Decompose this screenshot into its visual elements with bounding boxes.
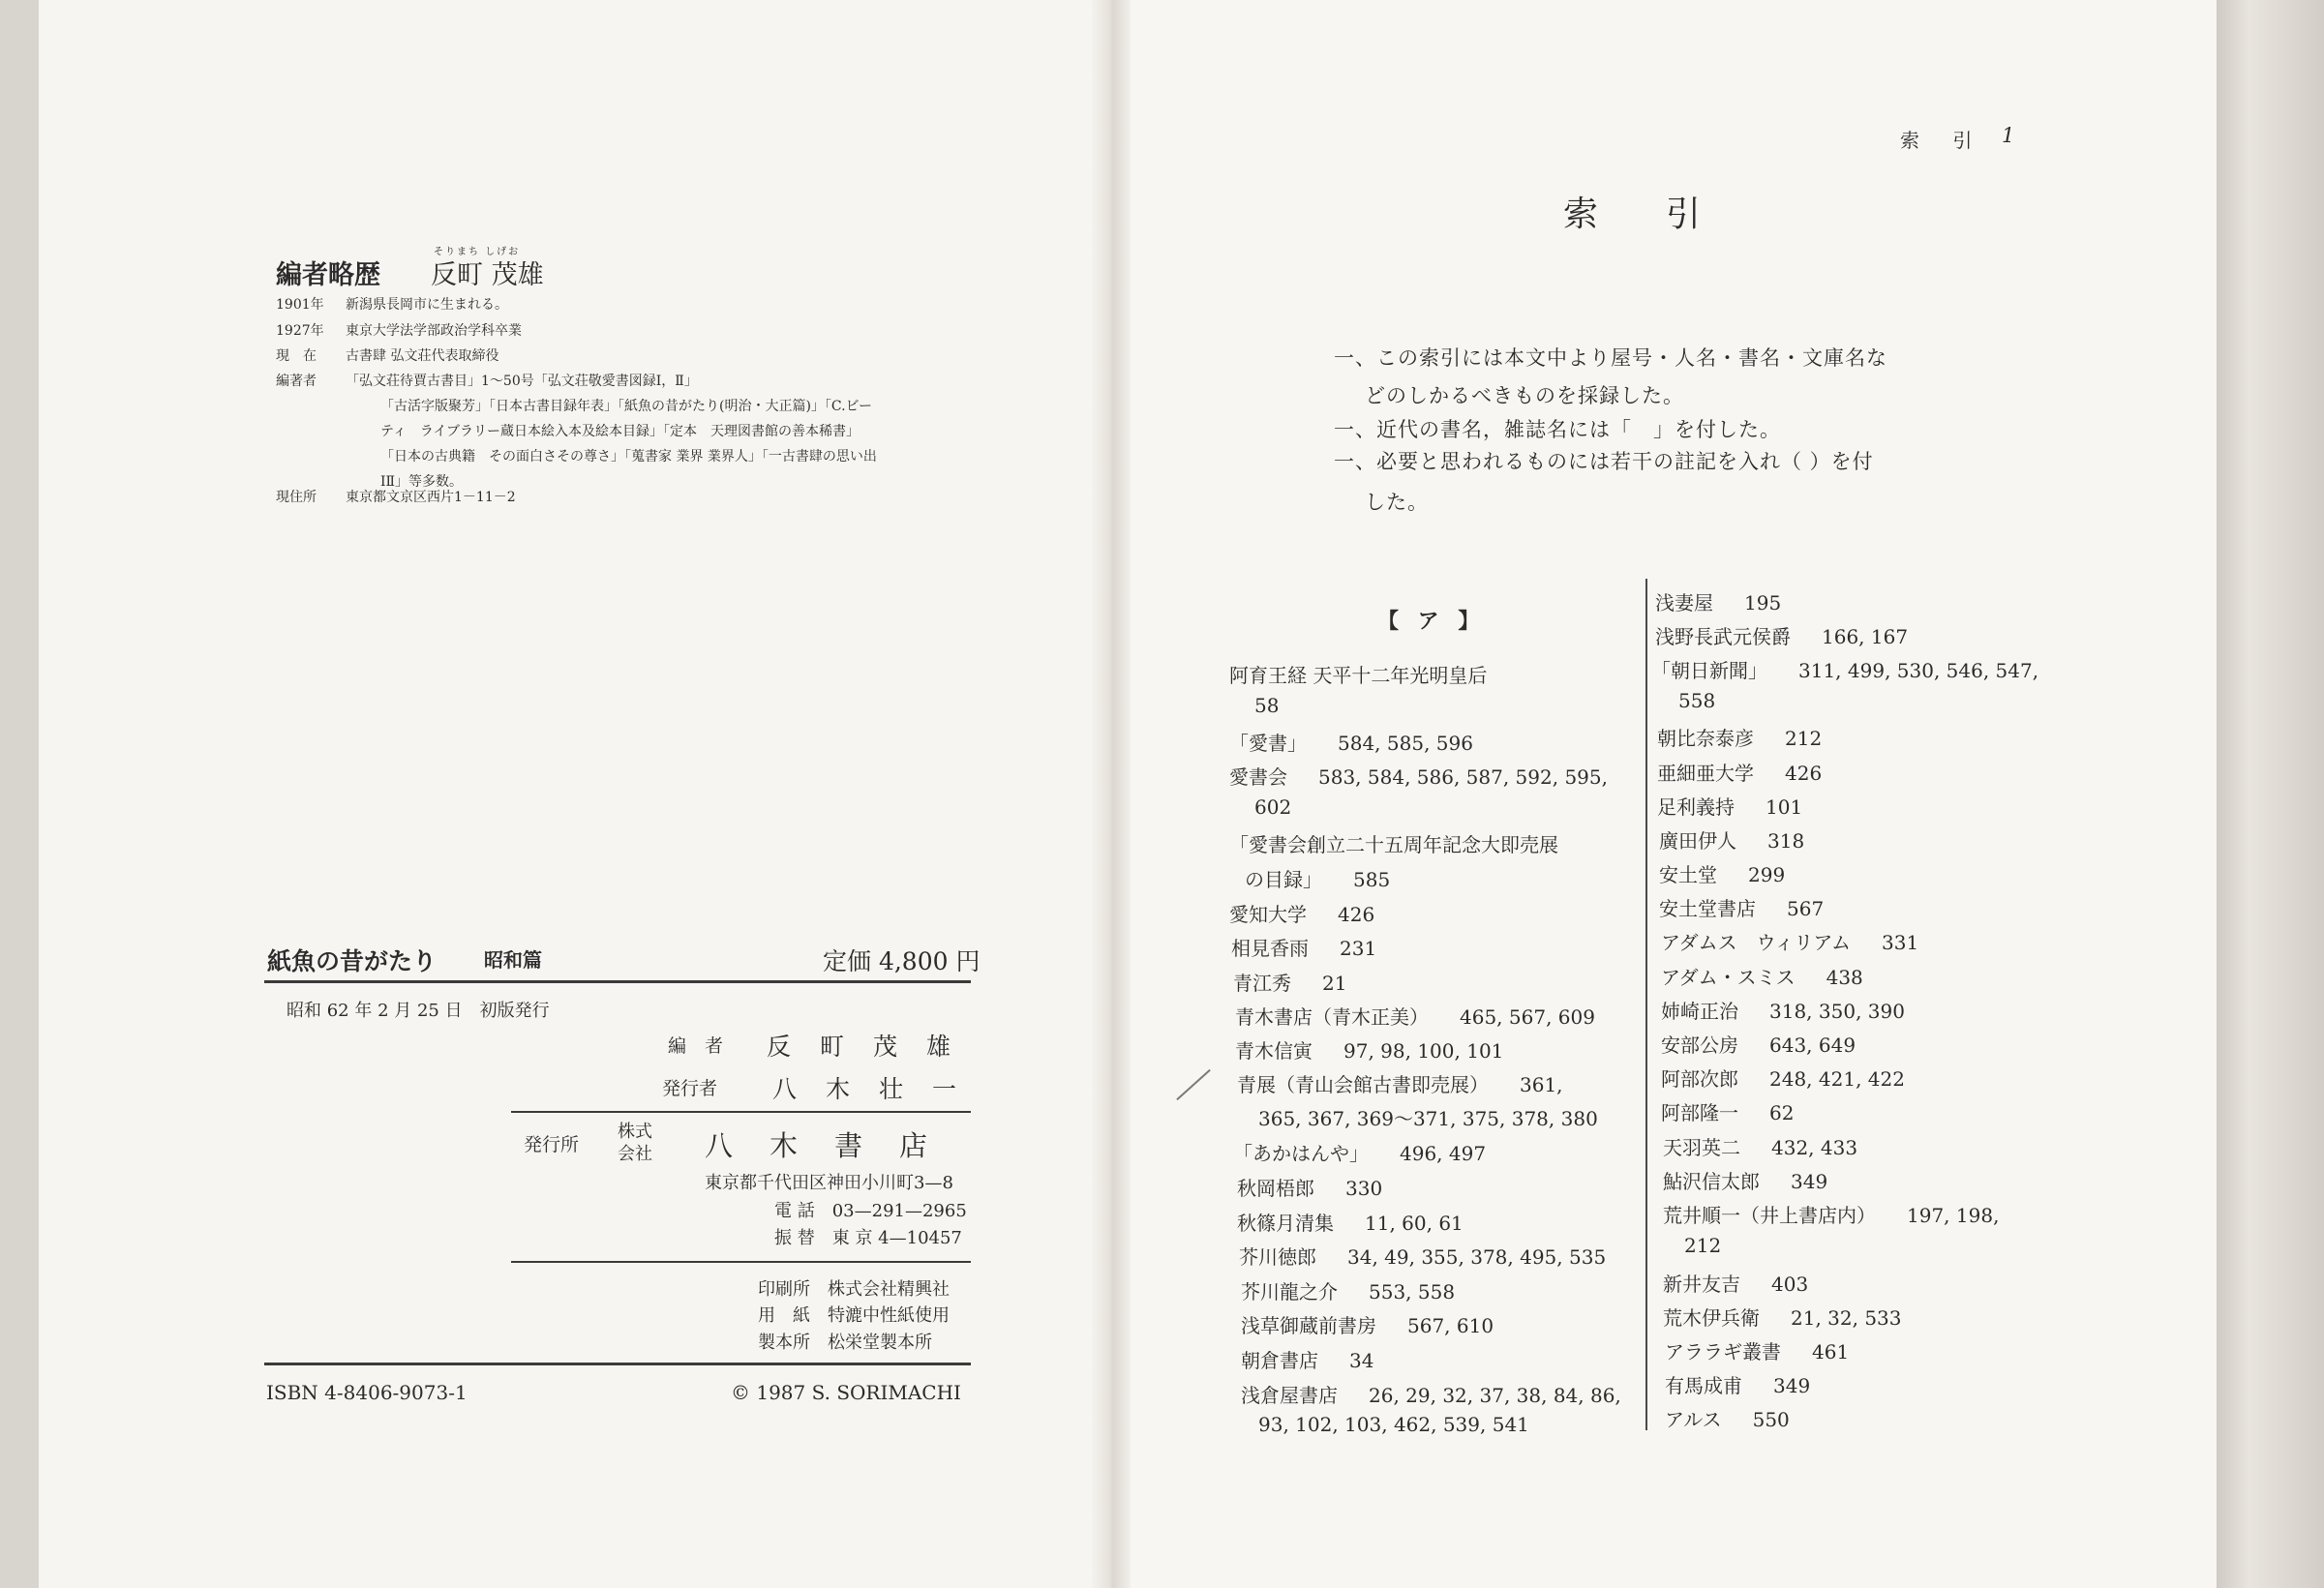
index-pages: 318: [1767, 829, 1805, 853]
publication-date: 昭和 62 年 2 月 25 日 初版発行: [287, 1001, 550, 1021]
colophon-rule-low: [511, 1261, 971, 1263]
index-pages: 197, 198,: [1907, 1204, 2000, 1227]
index-term: 芥川龍之介: [1241, 1280, 1338, 1303]
index-pages: 403: [1771, 1273, 1809, 1296]
index-entry: [1657, 758, 1822, 786]
index-pages: 583, 584, 586, 587, 592, 595,: [1318, 765, 1608, 789]
index-pages: 299: [1748, 863, 1786, 886]
index-pages: 26, 29, 32, 37, 38, 84, 86,: [1369, 1384, 1621, 1407]
editor-label: 編 者: [668, 1035, 724, 1057]
bio-row-label: 現 在: [276, 348, 317, 364]
index-term: 青江秀: [1233, 972, 1291, 995]
index-term: 青木書店（青木正美）: [1235, 1005, 1429, 1029]
index-pages: 21, 32, 533: [1791, 1306, 1902, 1330]
index-entry: [1233, 968, 1346, 996]
index-pages: 195: [1744, 591, 1782, 614]
index-entry: [1655, 621, 1908, 649]
bio-continuation-line: 「古活字版聚芳」「日本古書目録年表」「紙魚の昔がたり(明治・大正篇)」「C.ビー: [380, 399, 873, 414]
index-pages: 318, 350, 390: [1769, 1000, 1905, 1023]
index-entry: [1665, 1404, 1790, 1432]
index-entry: [1237, 1173, 1382, 1201]
bio-row: [276, 320, 522, 340]
index-entry: [1663, 1269, 1808, 1297]
index-term: 58: [1254, 694, 1280, 717]
publisher-kind-top: 株式: [618, 1122, 652, 1142]
index-term: 安土堂書店: [1659, 897, 1756, 920]
binder: 製本所 松栄堂製本所: [758, 1333, 932, 1353]
bio-address-label: 現住所: [276, 490, 317, 505]
bio-row-label: 1901年: [276, 297, 324, 313]
index-entry: [1258, 1413, 1560, 1436]
index-entry: [1651, 655, 2038, 683]
index-entry: [1661, 927, 1918, 955]
index-term: アルス: [1665, 1408, 1722, 1431]
intro-line: 一、この索引には本文中より屋号・人名・書名・文庫名な: [1334, 346, 1887, 370]
bio-row-text: 新潟県長岡市に生まれる。: [346, 297, 508, 313]
index-term: 鮎沢信太郎: [1663, 1170, 1760, 1193]
index-term: アララギ叢書: [1665, 1340, 1781, 1363]
book-price: 定価 4,800 円: [823, 947, 981, 975]
index-pages: 585: [1353, 868, 1391, 891]
index-pages: 331: [1882, 931, 1919, 954]
index-term: 365, 367, 369〜371, 375, 378, 380: [1258, 1107, 1598, 1130]
index-entry: [1661, 962, 1863, 990]
book-subtitle: 昭和篇: [484, 948, 542, 972]
bio-row: [276, 345, 498, 365]
bio-continuation-line: ティ ライブラリー蔵日本絵入本及絵本目録」「定本 天理図書館の善本稀書」: [380, 424, 860, 439]
index-pages: 34: [1349, 1349, 1374, 1372]
index-term: 安部公房: [1661, 1034, 1738, 1057]
index-term: 芥川徳郎: [1239, 1245, 1316, 1269]
index-pages: 496, 497: [1400, 1142, 1487, 1165]
index-pages: 101: [1766, 795, 1803, 819]
index-pages: 465, 567, 609: [1460, 1005, 1595, 1029]
colophon-rule-top: [264, 980, 971, 983]
index-term: 青木信寅: [1235, 1039, 1313, 1063]
index-term: 愛書会: [1229, 765, 1287, 789]
isbn: ISBN 4-8406-9073-1: [266, 1381, 468, 1404]
bio-address-row: [276, 487, 516, 506]
index-pages: 432, 433: [1771, 1136, 1858, 1159]
index-entry: [1229, 829, 1589, 857]
index-entry: [1235, 1035, 1503, 1064]
index-term: 浅倉屋書店: [1241, 1384, 1338, 1407]
index-pages: 426: [1785, 762, 1823, 785]
index-entry: [1678, 689, 1746, 712]
index-entry: [1661, 1064, 1905, 1092]
index-pages: 361,: [1520, 1073, 1563, 1096]
printer: 印刷所 株式会社精興社: [758, 1279, 950, 1300]
index-term: 阿部次郎: [1661, 1067, 1738, 1091]
index-term: 姉崎正治: [1661, 1000, 1738, 1023]
bio-row: [276, 294, 508, 314]
index-entry: [1657, 792, 1802, 820]
index-term: 廣田伊人: [1659, 829, 1736, 853]
index-term: 「朝日新聞」: [1651, 659, 1767, 682]
index-pages: 212: [1785, 727, 1823, 750]
publisher-phone: 電 話 03—291—2965: [774, 1201, 967, 1221]
index-entry: [1661, 1097, 1794, 1125]
index-entry: [1659, 893, 1824, 921]
index-term: 212: [1684, 1234, 1722, 1257]
index-title: 索引: [1563, 195, 1769, 234]
index-pages: 553, 558: [1369, 1280, 1456, 1303]
index-entry: [1241, 1310, 1494, 1338]
bio-address-text: 東京都文京区西片1－11－2: [346, 490, 516, 505]
index-entry: [1665, 1370, 1810, 1398]
index-term: 亜細亜大学: [1657, 762, 1754, 785]
editor-name: 反町茂雄: [767, 1033, 981, 1061]
index-pages: 166, 167: [1822, 625, 1909, 648]
index-entry: [1233, 1138, 1486, 1166]
intro-line: 一、必要と思われるものには若干の註記を入れ（ ）を付: [1334, 450, 1874, 473]
index-entry: [1661, 1030, 1856, 1058]
index-pages: 11, 60, 61: [1365, 1212, 1464, 1235]
running-head: 索 引: [1900, 129, 1986, 152]
index-entry: [1663, 1303, 1902, 1331]
index-entry: [1237, 1069, 1563, 1097]
publisher-person-label: 発行者: [662, 1078, 718, 1099]
section-heading: 【 ア 】: [1377, 609, 1486, 634]
index-term: 有馬成甫: [1665, 1374, 1742, 1397]
index-entry: [1229, 762, 1608, 790]
index-pages: 34, 49, 355, 378, 495, 535: [1347, 1245, 1607, 1269]
index-term: 秋篠月清集: [1237, 1212, 1334, 1235]
index-term: 「愛書」: [1229, 732, 1307, 755]
index-pages: 584, 585, 596: [1338, 732, 1473, 755]
publisher-address: 東京都千代田区神田小川町3—8: [705, 1173, 953, 1193]
bio-row-text: 古書肆 弘文荘代表取締役: [346, 348, 499, 364]
index-entry: [1235, 1002, 1595, 1030]
index-term: 阿育王経 天平十二年光明皇后: [1229, 664, 1488, 687]
publisher-kind-bottom: 会社: [618, 1144, 652, 1164]
index-entry: [1663, 1200, 1999, 1228]
index-entry: [1657, 723, 1822, 751]
index-term: 朝比奈泰彦: [1657, 727, 1754, 750]
bio-name-ruby: そりまち しげお: [434, 247, 521, 257]
index-term: 新井友吉: [1663, 1273, 1740, 1296]
bio-row: [276, 371, 698, 390]
index-entry: [1655, 587, 1781, 615]
index-entry: [1237, 1208, 1464, 1236]
index-term: 朝倉書店: [1241, 1349, 1318, 1372]
intro-line: 一、近代の書名，雑誌名には「 」を付した。: [1334, 418, 1781, 441]
index-pages: 311, 499, 530, 546, 547,: [1798, 659, 2039, 682]
paper: 用 紙 特漉中性紙使用: [758, 1305, 950, 1326]
intro-line: した。: [1365, 491, 1429, 514]
index-entry: [1245, 864, 1390, 892]
index-term: 「あかはんや」: [1233, 1142, 1369, 1165]
bio-continuation-line: ⅠⅡ」等多数。: [380, 474, 464, 490]
bio-row-label: 1927年: [276, 323, 324, 339]
index-term: 秋岡梧郎: [1237, 1177, 1314, 1200]
index-term: 青展（青山会館古書即売展）: [1237, 1073, 1489, 1096]
index-term: 荒木伊兵衛: [1663, 1306, 1760, 1330]
index-entry: [1661, 996, 1905, 1024]
index-pages: 97, 98, 100, 101: [1343, 1039, 1504, 1063]
index-term: 愛知大学: [1229, 903, 1307, 926]
index-pages: 62: [1769, 1101, 1795, 1124]
column-divider: [1645, 579, 1647, 1430]
index-term: 浅妻屋: [1655, 591, 1713, 614]
publisher-name: 八木書店: [705, 1129, 965, 1162]
index-term: 93, 102, 103, 462, 539, 541: [1258, 1413, 1529, 1436]
index-entry: [1231, 933, 1376, 961]
index-term: 浅草御蔵前書房: [1241, 1314, 1376, 1337]
colophon-rule-bottom: [264, 1363, 971, 1365]
bio-heading: 編者略歴: [276, 260, 380, 290]
index-term: 558: [1678, 689, 1716, 712]
intro-line: どのしかるべきものを採録した。: [1365, 384, 1684, 407]
copyright: © 1987 S. SORIMACHI: [731, 1381, 961, 1404]
index-pages: 426: [1338, 903, 1375, 926]
page-edge: [2217, 0, 2324, 1588]
publisher-person-name: 八木壮一: [772, 1075, 986, 1103]
index-pages: 567: [1787, 897, 1825, 920]
index-pages: 461: [1812, 1340, 1850, 1363]
index-entry: [1229, 899, 1374, 927]
index-entry: [1659, 825, 1804, 854]
book-title: 紙魚の昔がたり: [267, 947, 438, 975]
index-term: 荒井順一（井上書店内）: [1663, 1204, 1876, 1227]
page-number: 1: [2002, 124, 2015, 147]
index-term: アダム・スミス: [1661, 966, 1796, 989]
bio-row-text: 東京大学法学部政治学科卒業: [346, 323, 522, 339]
index-entry: [1239, 1242, 1606, 1270]
index-pages: 248, 421, 422: [1769, 1067, 1905, 1091]
book-gutter: [1092, 0, 1131, 1588]
bio-name: 反町 茂雄: [431, 260, 544, 290]
index-pages: 643, 649: [1769, 1034, 1856, 1057]
publisher-transfer: 振 替 東 京 4—10457: [774, 1228, 962, 1248]
index-entry: [1663, 1132, 1857, 1160]
bio-row-label: 編著者: [276, 374, 317, 389]
bio-row-text: 「弘文荘待賈古書目」1〜50号「弘文荘敬愛書図録Ⅰ，Ⅱ」: [346, 374, 698, 389]
index-entry: [1229, 660, 1518, 688]
bio-continuation-line: 「日本の古典籍 その面白さその尊さ」「蒐書家 業界 業界人」「一古書肆の思い出: [380, 449, 877, 464]
colophon-rule-mid: [511, 1111, 971, 1113]
index-pages: 567, 610: [1407, 1314, 1494, 1337]
index-pages: 21: [1322, 972, 1347, 995]
index-term: 阿部隆一: [1661, 1101, 1738, 1124]
index-entry: [1684, 1234, 1752, 1257]
left-page: [39, 0, 1108, 1588]
index-term: 足利義持: [1657, 795, 1735, 819]
index-entry: [1659, 859, 1785, 887]
publisher-label: 発行所: [524, 1134, 580, 1155]
index-pages: 231: [1340, 937, 1377, 960]
index-pages: 349: [1791, 1170, 1828, 1193]
index-term: 安土堂: [1659, 863, 1717, 886]
index-entry: [1241, 1380, 1621, 1408]
index-entry: [1258, 1103, 1629, 1131]
index-term: 「愛書会創立二十五周年記念大即売展: [1229, 833, 1558, 856]
index-pages: 550: [1752, 1408, 1790, 1431]
index-entry: [1241, 1345, 1373, 1373]
index-entry: [1254, 795, 1322, 819]
index-entry: [1663, 1166, 1827, 1194]
index-term: 浅野長武元侯爵: [1655, 625, 1791, 648]
index-entry: [1665, 1336, 1849, 1364]
index-pages: 438: [1826, 966, 1863, 989]
index-pages: 349: [1773, 1374, 1811, 1397]
index-term: 602: [1254, 795, 1292, 819]
index-term: 相見香雨: [1231, 937, 1309, 960]
index-entry: [1229, 728, 1473, 756]
index-entry: [1241, 1276, 1455, 1304]
index-term: アダムス ウィリアム: [1661, 931, 1851, 954]
index-pages: 330: [1345, 1177, 1383, 1200]
index-term: 天羽英二: [1663, 1136, 1740, 1159]
index-term: の目録」: [1245, 868, 1322, 891]
index-entry: [1254, 694, 1310, 717]
